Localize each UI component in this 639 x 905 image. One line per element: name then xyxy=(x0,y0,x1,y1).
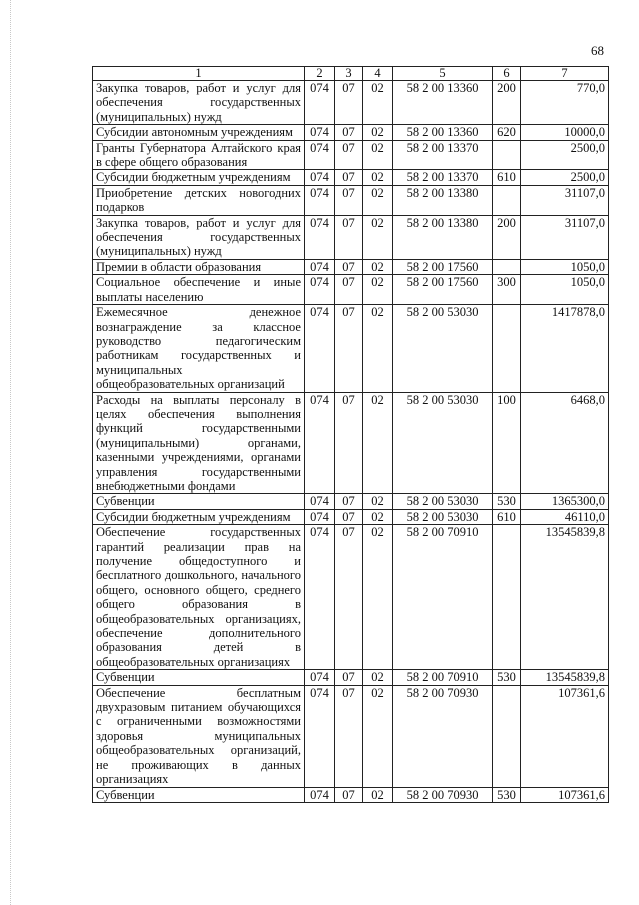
row-code-cell: 074 xyxy=(305,305,335,392)
row-section-cell: 07 xyxy=(335,81,363,125)
row-subsection-cell: 02 xyxy=(363,509,393,524)
row-section-cell: 07 xyxy=(335,140,363,170)
row-code-cell: 074 xyxy=(305,670,335,685)
row-name-cell: Приобретение детских новогодних подарков xyxy=(93,185,305,215)
row-section-cell: 07 xyxy=(335,215,363,259)
row-name-cell: Социальное обеспечение и иные выплаты населению xyxy=(93,275,305,305)
row-subsection-cell: 02 xyxy=(363,787,393,802)
row-name-cell: Премии в области образования xyxy=(93,259,305,274)
row-expense-type-cell: 610 xyxy=(493,170,521,185)
table-row xyxy=(93,185,609,215)
row-section-cell: 07 xyxy=(335,787,363,802)
row-subsection-cell: 02 xyxy=(363,170,393,185)
row-amount-cell: 2500,0 xyxy=(521,170,609,185)
table-row xyxy=(93,392,609,494)
row-subsection-cell: 02 xyxy=(363,140,393,170)
row-expense-type-cell xyxy=(493,685,521,787)
table-row xyxy=(93,170,609,185)
row-section-cell: 07 xyxy=(335,392,363,494)
row-name-cell: Субвенции xyxy=(93,494,305,509)
row-subsection-cell: 02 xyxy=(363,81,393,125)
row-amount-cell: 2500,0 xyxy=(521,140,609,170)
row-code-cell: 074 xyxy=(305,494,335,509)
row-name-cell: Субсидии бюджетным учреждениям xyxy=(93,509,305,524)
row-article-cell: 58 2 00 70930 xyxy=(393,685,493,787)
row-subsection-cell: 02 xyxy=(363,259,393,274)
row-code-cell: 074 xyxy=(305,525,335,670)
row-subsection-cell: 02 xyxy=(363,275,393,305)
row-subsection-cell: 02 xyxy=(363,525,393,670)
row-section-cell: 07 xyxy=(335,259,363,274)
row-section-cell: 07 xyxy=(335,170,363,185)
header-cell: 7 xyxy=(521,67,609,81)
row-code-cell: 074 xyxy=(305,787,335,802)
row-expense-type-cell: 530 xyxy=(493,670,521,685)
row-article-cell: 58 2 00 13370 xyxy=(393,140,493,170)
row-subsection-cell: 02 xyxy=(363,494,393,509)
table-row xyxy=(93,215,609,259)
row-code-cell: 074 xyxy=(305,685,335,787)
row-expense-type-cell xyxy=(493,305,521,392)
row-section-cell: 07 xyxy=(335,185,363,215)
row-article-cell: 58 2 00 17560 xyxy=(393,275,493,305)
row-expense-type-cell: 200 xyxy=(493,81,521,125)
row-amount-cell: 10000,0 xyxy=(521,125,609,140)
row-section-cell: 07 xyxy=(335,509,363,524)
header-cell: 5 xyxy=(393,67,493,81)
row-amount-cell: 6468,0 xyxy=(521,392,609,494)
header-cell: 1 xyxy=(93,67,305,81)
row-subsection-cell: 02 xyxy=(363,392,393,494)
page-number: 68 xyxy=(591,43,604,58)
table-row xyxy=(93,81,609,125)
row-name-cell: Субсидии бюджетным учреждениям xyxy=(93,170,305,185)
row-section-cell: 07 xyxy=(335,494,363,509)
row-expense-type-cell: 620 xyxy=(493,125,521,140)
row-name-cell: Субвенции xyxy=(93,670,305,685)
row-name-cell: Субсидии автономным учреждениям xyxy=(93,125,305,140)
row-section-cell: 07 xyxy=(335,525,363,670)
row-subsection-cell: 02 xyxy=(363,670,393,685)
row-name-cell: Гранты Губернатора Алтайского края в сфере общего образования xyxy=(93,140,305,170)
row-article-cell: 58 2 00 13380 xyxy=(393,185,493,215)
row-article-cell: 58 2 00 13370 xyxy=(393,170,493,185)
row-name-cell: Закупка товаров, работ и услуг для обеспечения государственных (муниципальных) нужд xyxy=(93,81,305,125)
row-name-cell: Субвенции xyxy=(93,787,305,802)
row-subsection-cell: 02 xyxy=(363,215,393,259)
table-row xyxy=(93,259,609,274)
row-code-cell: 074 xyxy=(305,81,335,125)
row-section-cell: 07 xyxy=(335,670,363,685)
table-row xyxy=(93,525,609,670)
table-row xyxy=(93,685,609,787)
table-row xyxy=(93,140,609,170)
table-row xyxy=(93,275,609,305)
row-amount-cell: 46110,0 xyxy=(521,509,609,524)
row-article-cell: 58 2 00 70910 xyxy=(393,670,493,685)
row-article-cell: 58 2 00 53030 xyxy=(393,494,493,509)
table-row xyxy=(93,125,609,140)
row-expense-type-cell: 300 xyxy=(493,275,521,305)
scan-margin-line xyxy=(10,0,11,905)
row-section-cell: 07 xyxy=(335,685,363,787)
row-amount-cell: 13545839,8 xyxy=(521,525,609,670)
row-article-cell: 58 2 00 17560 xyxy=(393,259,493,274)
row-subsection-cell: 02 xyxy=(363,685,393,787)
row-code-cell: 074 xyxy=(305,170,335,185)
table-row xyxy=(93,494,609,509)
row-amount-cell: 1050,0 xyxy=(521,259,609,274)
header-cell: 6 xyxy=(493,67,521,81)
row-amount-cell: 770,0 xyxy=(521,81,609,125)
row-amount-cell: 1417878,0 xyxy=(521,305,609,392)
row-expense-type-cell: 530 xyxy=(493,494,521,509)
header-cell: 3 xyxy=(335,67,363,81)
row-article-cell: 58 2 00 13380 xyxy=(393,215,493,259)
row-amount-cell: 13545839,8 xyxy=(521,670,609,685)
row-expense-type-cell: 100 xyxy=(493,392,521,494)
row-amount-cell: 31107,0 xyxy=(521,185,609,215)
row-name-cell: Ежемесячное денежное вознаграждение за классное руководство педагогическим работникам государственных и муниципальных общеобразовательных организаций xyxy=(93,305,305,392)
table-row xyxy=(93,670,609,685)
row-code-cell: 074 xyxy=(305,215,335,259)
header-cell: 2 xyxy=(305,67,335,81)
table-row xyxy=(93,305,609,392)
row-article-cell: 58 2 00 70930 xyxy=(393,787,493,802)
row-section-cell: 07 xyxy=(335,125,363,140)
row-expense-type-cell xyxy=(493,525,521,670)
row-article-cell: 58 2 00 70910 xyxy=(393,525,493,670)
row-code-cell: 074 xyxy=(305,185,335,215)
row-article-cell: 58 2 00 13360 xyxy=(393,81,493,125)
row-section-cell: 07 xyxy=(335,275,363,305)
row-section-cell: 07 xyxy=(335,305,363,392)
budget-table xyxy=(92,66,609,803)
header-cell: 4 xyxy=(363,67,393,81)
row-code-cell: 074 xyxy=(305,275,335,305)
row-subsection-cell: 02 xyxy=(363,185,393,215)
table-header-row xyxy=(93,67,609,81)
row-expense-type-cell: 530 xyxy=(493,787,521,802)
row-amount-cell: 1050,0 xyxy=(521,275,609,305)
row-expense-type-cell xyxy=(493,140,521,170)
row-article-cell: 58 2 00 53030 xyxy=(393,509,493,524)
row-code-cell: 074 xyxy=(305,392,335,494)
table-row xyxy=(93,509,609,524)
row-amount-cell: 107361,6 xyxy=(521,685,609,787)
row-expense-type-cell: 200 xyxy=(493,215,521,259)
row-code-cell: 074 xyxy=(305,125,335,140)
row-expense-type-cell xyxy=(493,185,521,215)
row-article-cell: 58 2 00 53030 xyxy=(393,305,493,392)
row-name-cell: Обеспечение бесплатным двухразовым питанием обучающихся с ограниченными возможностями здоровья муниципальных общеобразовательных организаций, не проживающих в данных организациях xyxy=(93,685,305,787)
row-amount-cell: 107361,6 xyxy=(521,787,609,802)
row-name-cell: Закупка товаров, работ и услуг для обеспечения государственных (муниципальных) нужд xyxy=(93,215,305,259)
row-name-cell: Обеспечение государственных гарантий реализации прав на получение общедоступного и бесплатного дошкольного, начального общего, основного общего, среднего общего образования в общеобразовательных организациях, обеспечение дополнительного образования детей в общеобразовательных организациях xyxy=(93,525,305,670)
table-row xyxy=(93,787,609,802)
row-code-cell: 074 xyxy=(305,140,335,170)
row-code-cell: 074 xyxy=(305,259,335,274)
row-amount-cell: 1365300,0 xyxy=(521,494,609,509)
row-article-cell: 58 2 00 13360 xyxy=(393,125,493,140)
row-expense-type-cell xyxy=(493,259,521,274)
row-subsection-cell: 02 xyxy=(363,305,393,392)
row-code-cell: 074 xyxy=(305,509,335,524)
row-amount-cell: 31107,0 xyxy=(521,215,609,259)
row-subsection-cell: 02 xyxy=(363,125,393,140)
row-expense-type-cell: 610 xyxy=(493,509,521,524)
row-name-cell: Расходы на выплаты персоналу в целях обеспечения выполнения функций государственными (муниципальными) органами, казенными учреждениями, органами управления государственными внебюджетными фондами xyxy=(93,392,305,494)
row-article-cell: 58 2 00 53030 xyxy=(393,392,493,494)
